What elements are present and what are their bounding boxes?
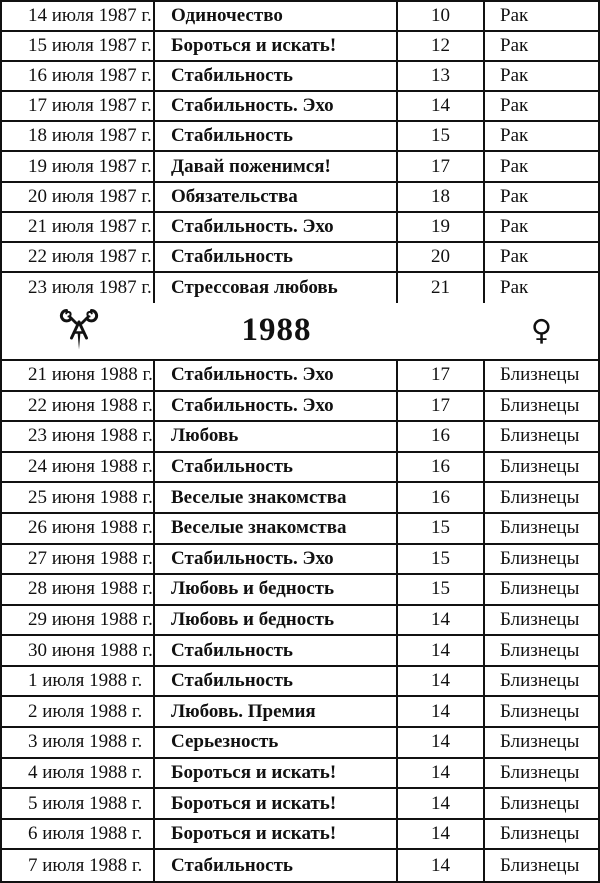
title-cell: Одиночество xyxy=(155,2,398,30)
title-cell: Любовь и бедность xyxy=(155,575,398,604)
number-cell: 14 xyxy=(398,728,485,757)
date-cell: 17 июля 1987 г. xyxy=(2,92,155,120)
title-cell: Любовь. Премия xyxy=(155,697,398,726)
date-cell: 7 июля 1988 г. xyxy=(2,850,155,881)
sign-cell: Близнецы xyxy=(500,456,580,478)
sign-cell: Близнецы xyxy=(500,639,580,661)
number-cell: 15 xyxy=(398,514,485,543)
date-cell: 2 июля 1988 г. xyxy=(2,697,155,726)
date-cell: 23 июля 1987 г. xyxy=(2,273,155,303)
date-cell: 20 июля 1987 г. xyxy=(2,183,155,211)
table-row xyxy=(2,122,598,152)
number-cell: 13 xyxy=(398,62,485,90)
date-cell: 30 июня 1988 г. xyxy=(2,636,155,665)
year-header-left xyxy=(2,308,155,354)
date-cell: 21 июня 1988 г. xyxy=(2,361,155,390)
table-row xyxy=(2,213,598,243)
table-row xyxy=(2,92,598,122)
year-label: 1988 xyxy=(241,312,312,349)
title-cell: Стабильность. Эхо xyxy=(155,92,398,120)
title-cell: Веселые знакомства xyxy=(155,514,398,543)
sign-cell: Рак xyxy=(500,185,529,207)
number-cell: 10 xyxy=(398,2,485,30)
sign-cell: Близнецы xyxy=(500,517,580,539)
sign-cell: Близнецы xyxy=(500,364,580,386)
table-row xyxy=(2,361,598,392)
date-cell: 28 июня 1988 г. xyxy=(2,575,155,604)
date-cell: 22 июля 1987 г. xyxy=(2,243,155,271)
table-row xyxy=(2,273,598,303)
sec-1988 xyxy=(2,303,598,881)
number-cell: 14 xyxy=(398,759,485,788)
title-cell: Стабильность. Эхо xyxy=(155,213,398,241)
table-row xyxy=(2,789,598,820)
date-cell: 27 июня 1988 г. xyxy=(2,545,155,574)
table-row xyxy=(2,392,598,423)
crab-zodiac-icon xyxy=(59,308,99,354)
number-cell: 14 xyxy=(398,636,485,665)
sign-cell: Близнецы xyxy=(500,547,580,569)
title-cell: Стабильность. Эхо xyxy=(155,361,398,390)
title-cell: Стабильность xyxy=(155,667,398,696)
sign-cell: Рак xyxy=(500,125,529,147)
number-cell: 14 xyxy=(398,92,485,120)
number-cell: 14 xyxy=(398,789,485,818)
table-row xyxy=(2,152,598,182)
sign-cell: Близнецы xyxy=(500,823,580,845)
number-cell: 14 xyxy=(398,606,485,635)
number-cell: 17 xyxy=(398,392,485,421)
date-cell: 14 июля 1987 г. xyxy=(2,2,155,30)
table-row xyxy=(2,697,598,728)
sign-cell: Рак xyxy=(500,276,529,298)
sign-cell: Близнецы xyxy=(500,608,580,630)
title-cell: Стабильность xyxy=(155,243,398,271)
date-cell: 25 июня 1988 г. xyxy=(2,483,155,512)
sign-cell: Близнецы xyxy=(500,761,580,783)
date-cell: 26 июня 1988 г. xyxy=(2,514,155,543)
title-cell: Обязательства xyxy=(155,183,398,211)
sign-cell: Близнецы xyxy=(500,700,580,722)
table-row xyxy=(2,62,598,92)
table-row xyxy=(2,667,598,698)
sign-cell: Близнецы xyxy=(500,486,580,508)
number-cell: 15 xyxy=(398,545,485,574)
table-row xyxy=(2,183,598,213)
number-cell: 12 xyxy=(398,32,485,60)
table-row xyxy=(2,636,598,667)
sign-cell: Рак xyxy=(500,95,529,117)
date-cell: 29 июня 1988 г. xyxy=(2,606,155,635)
date-cell: 18 июля 1987 г. xyxy=(2,122,155,150)
sign-cell: Близнецы xyxy=(500,425,580,447)
date-cell: 23 июня 1988 г. xyxy=(2,422,155,451)
title-cell: Бороться и искать! xyxy=(155,32,398,60)
date-cell: 19 июля 1987 г. xyxy=(2,152,155,180)
title-cell: Стабильность. Эхо xyxy=(155,392,398,421)
title-cell: Бороться и искать! xyxy=(155,820,398,849)
table-row xyxy=(2,606,598,637)
date-cell: 15 июля 1987 г. xyxy=(2,32,155,60)
number-cell: 14 xyxy=(398,850,485,881)
table-row xyxy=(2,32,598,62)
table-row xyxy=(2,514,598,545)
table-row xyxy=(2,2,598,32)
table-row xyxy=(2,243,598,273)
number-cell: 17 xyxy=(398,152,485,180)
title-cell: Стабильность xyxy=(155,636,398,665)
sign-cell: Близнецы xyxy=(500,731,580,753)
number-cell: 20 xyxy=(398,243,485,271)
title-cell: Давай поженимся! xyxy=(155,152,398,180)
table-row xyxy=(2,820,598,851)
title-cell: Бороться и искать! xyxy=(155,759,398,788)
number-cell: 18 xyxy=(398,183,485,211)
sign-cell: Рак xyxy=(500,35,529,57)
number-cell: 14 xyxy=(398,820,485,849)
date-cell: 5 июля 1988 г. xyxy=(2,789,155,818)
title-cell: Веселые знакомства xyxy=(155,483,398,512)
date-cell: 6 июля 1988 г. xyxy=(2,820,155,849)
title-cell: Стабильность xyxy=(155,453,398,482)
number-cell: 17 xyxy=(398,361,485,390)
number-cell: 16 xyxy=(398,483,485,512)
title-cell: Любовь xyxy=(155,422,398,451)
sign-cell: Близнецы xyxy=(500,792,580,814)
sign-cell: Рак xyxy=(500,155,529,177)
table-row xyxy=(2,728,598,759)
date-cell: 24 июня 1988 г. xyxy=(2,453,155,482)
date-cell: 4 июля 1988 г. xyxy=(2,759,155,788)
title-cell: Бороться и искать! xyxy=(155,789,398,818)
number-cell: 21 xyxy=(398,273,485,303)
number-cell: 14 xyxy=(398,667,485,696)
table-row xyxy=(2,850,598,881)
number-cell: 16 xyxy=(398,422,485,451)
table-row xyxy=(2,575,598,606)
sign-cell: Рак xyxy=(500,245,529,267)
sign-cell: Рак xyxy=(500,5,529,27)
number-cell: 19 xyxy=(398,213,485,241)
title-cell: Стрессовая любовь xyxy=(155,273,398,303)
venus-icon: ♀ xyxy=(530,313,553,348)
sign-cell: Рак xyxy=(500,65,529,87)
sign-cell: Рак xyxy=(500,215,529,237)
table-row xyxy=(2,422,598,453)
number-cell: 14 xyxy=(398,697,485,726)
sign-cell: Близнецы xyxy=(500,854,580,876)
title-cell: Стабильность xyxy=(155,62,398,90)
title-cell: Стабильность xyxy=(155,122,398,150)
date-cell: 1 июля 1988 г. xyxy=(2,667,155,696)
date-cell: 22 июня 1988 г. xyxy=(2,392,155,421)
number-cell: 16 xyxy=(398,453,485,482)
number-cell: 15 xyxy=(398,122,485,150)
date-cell: 16 июля 1987 г. xyxy=(2,62,155,90)
title-cell: Стабильность xyxy=(155,850,398,881)
number-cell: 15 xyxy=(398,575,485,604)
title-cell: Любовь и бедность xyxy=(155,606,398,635)
title-cell: Серьезность xyxy=(155,728,398,757)
sign-cell: Близнецы xyxy=(500,578,580,600)
sign-cell: Близнецы xyxy=(500,670,580,692)
table-row xyxy=(2,483,598,514)
table-row xyxy=(2,453,598,484)
sec-1987 xyxy=(2,2,598,303)
date-cell: 3 июля 1988 г. xyxy=(2,728,155,757)
year-section-header xyxy=(2,303,598,361)
date-cell: 21 июля 1987 г. xyxy=(2,213,155,241)
sign-cell: Близнецы xyxy=(500,394,580,416)
table-row xyxy=(2,545,598,576)
table-row xyxy=(2,759,598,790)
title-cell: Стабильность. Эхо xyxy=(155,545,398,574)
